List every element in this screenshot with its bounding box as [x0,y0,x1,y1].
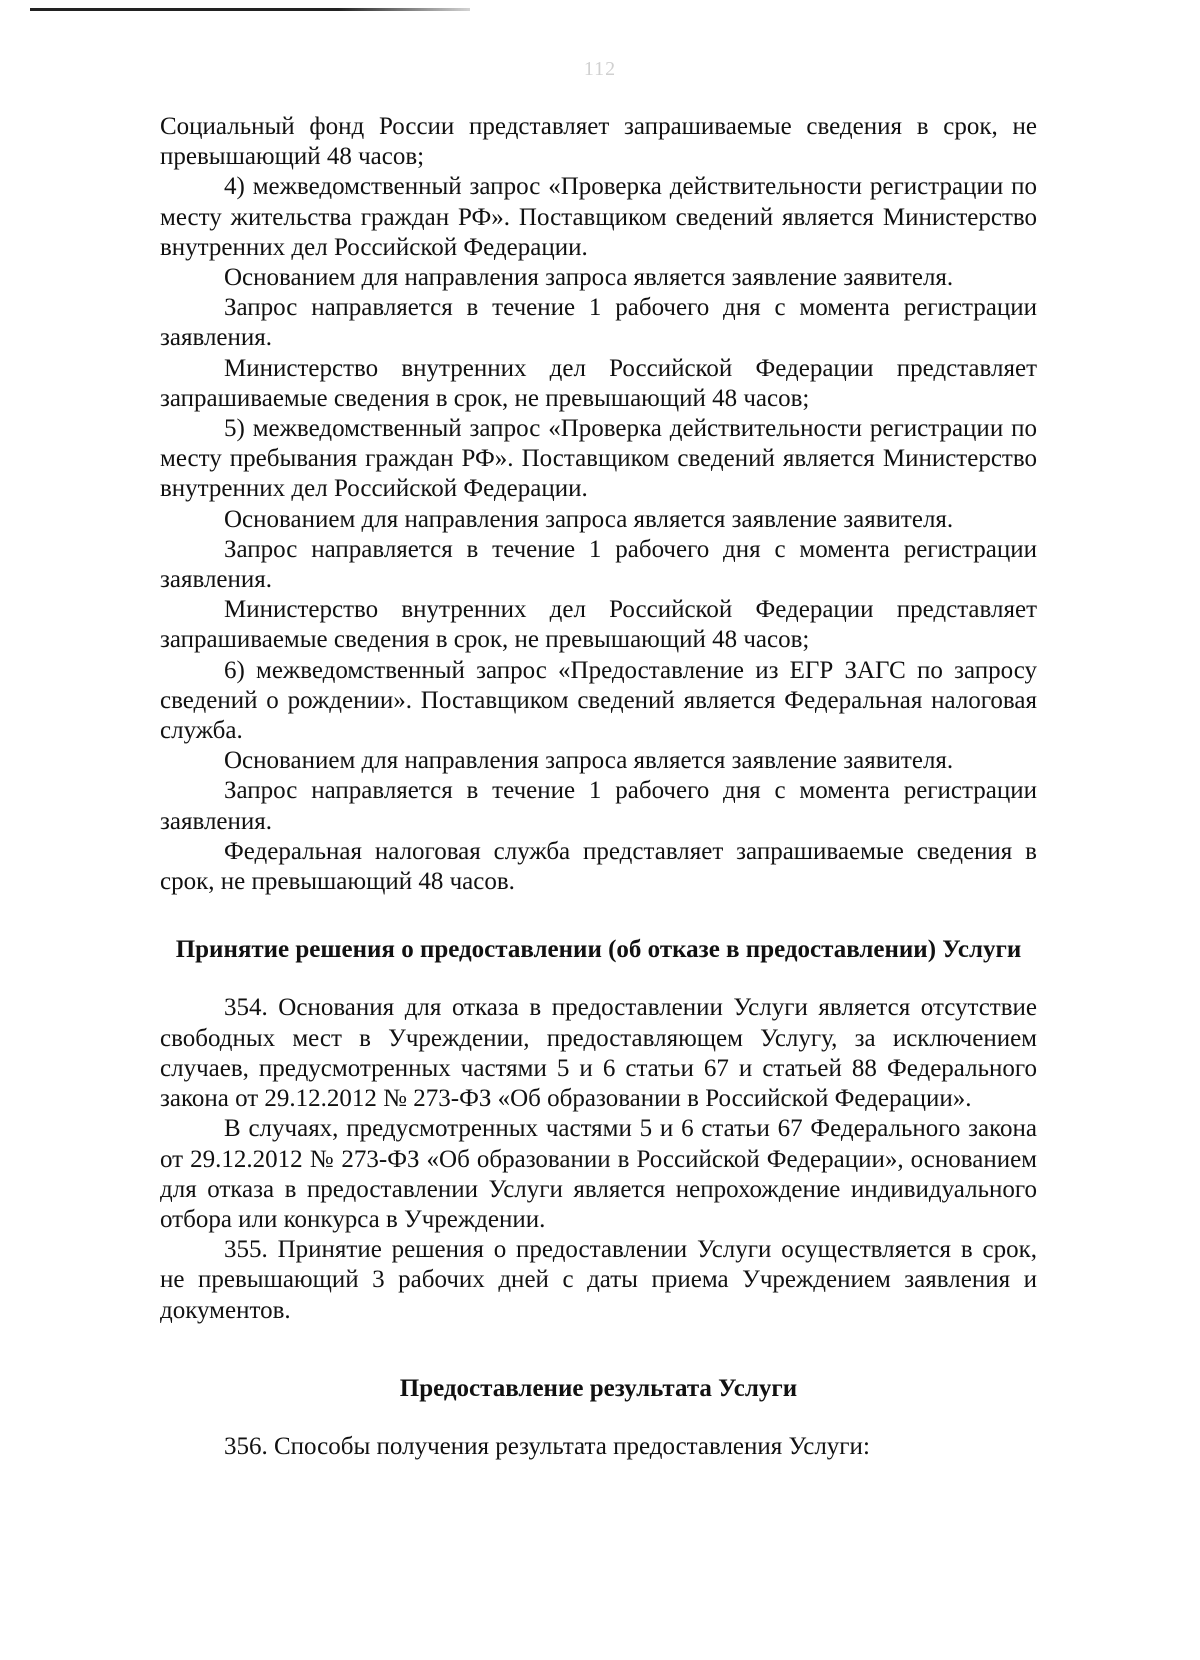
document-body [160,112,1037,1462]
paragraph: Министерство внутренних дел Российской Федерации представляет запрашиваемые сведения в срок, не превышающий 48 часов; [160,354,1037,412]
paragraph: Федеральная налоговая служба представляет запрашиваемые сведения в срок, не превышающий 48 часов. [160,837,1037,896]
paragraph: 4) межведомственный запрос «Проверка действительности регистрации по месту жительства граждан РФ». Поставщиком сведений является Министерство внутренних дел Российской Федерации. [160,173,1037,261]
paragraph: Запрос направляется в течение 1 рабочего дня с момента регистрации заявления. [160,535,1037,594]
paragraph: Основанием для направления запроса является заявление заявителя. [224,264,954,292]
paragraph: 6) межведомственный запрос «Предоставление из ЕГР ЗАГС по запросу сведений о рождении». Поставщиком сведений является Федеральная налоговая служба. [160,656,1037,745]
paragraph: В случаях, предусмотренных частями 5 и 6 статьи 67 Федерального закона от 29.12.2012 № 273-ФЗ «Об образовании в Российской Федерации», основанием для отказа в предоставлении Услуги является непрохождение индивидуального отбора или конкурса в Учреждении. [160,1115,1037,1233]
paragraph: 354. Основания для отказа в предоставлении Услуги является отсутствие свободных мест в Учреждении, предоставляющем Услугу, за исключением случаев, предусмотренных частями 5 и 6 статьи 67 и статьей 88 Федерального закона от 29.12.2012 № 273-ФЗ «Об образовании в Российской Федерации». [160,994,1037,1113]
paragraph: 356. Способы получения результата предоставления Услуги: [224,1432,870,1460]
paragraph: Основанием для направления запроса является заявление заявителя. [224,747,954,775]
paragraph: Основанием для направления запроса является заявление заявителя. [224,505,954,533]
scan-edge-line [30,8,470,11]
paragraph: Запрос направляется в течение 1 рабочего дня с момента регистрации заявления. [160,777,1037,835]
paragraph: Министерство внутренних дел Российской Федерации представляет запрашиваемые сведения в срок, не превышающий 48 часов; [160,596,1037,654]
paragraph: 355. Принятие решения о предоставлении Услуги осуществляется в срок, не превышающий 3 рабочих дней с даты приема Учреждением заявления и документов. [160,1236,1037,1324]
section-heading-result: Предоставление результата Услуги [399,1374,798,1402]
paragraph: Запрос направляется в течение 1 рабочего дня с момента регистрации заявления. [160,294,1037,352]
paragraph: Социальный фонд России представляет запрашиваемые сведения в срок, не превышающий 48 часов; [160,113,1037,171]
paragraph: 5) межведомственный запрос «Проверка действительности регистрации по месту пребывания граждан РФ». Поставщиком сведений является Министерство внутренних дел Российской Федерации. [160,415,1037,503]
section-heading-decision: Принятие решения о предоставлении (об отказе в предоставлении) Услуги [175,936,1022,964]
page-number: 112 [583,58,617,80]
